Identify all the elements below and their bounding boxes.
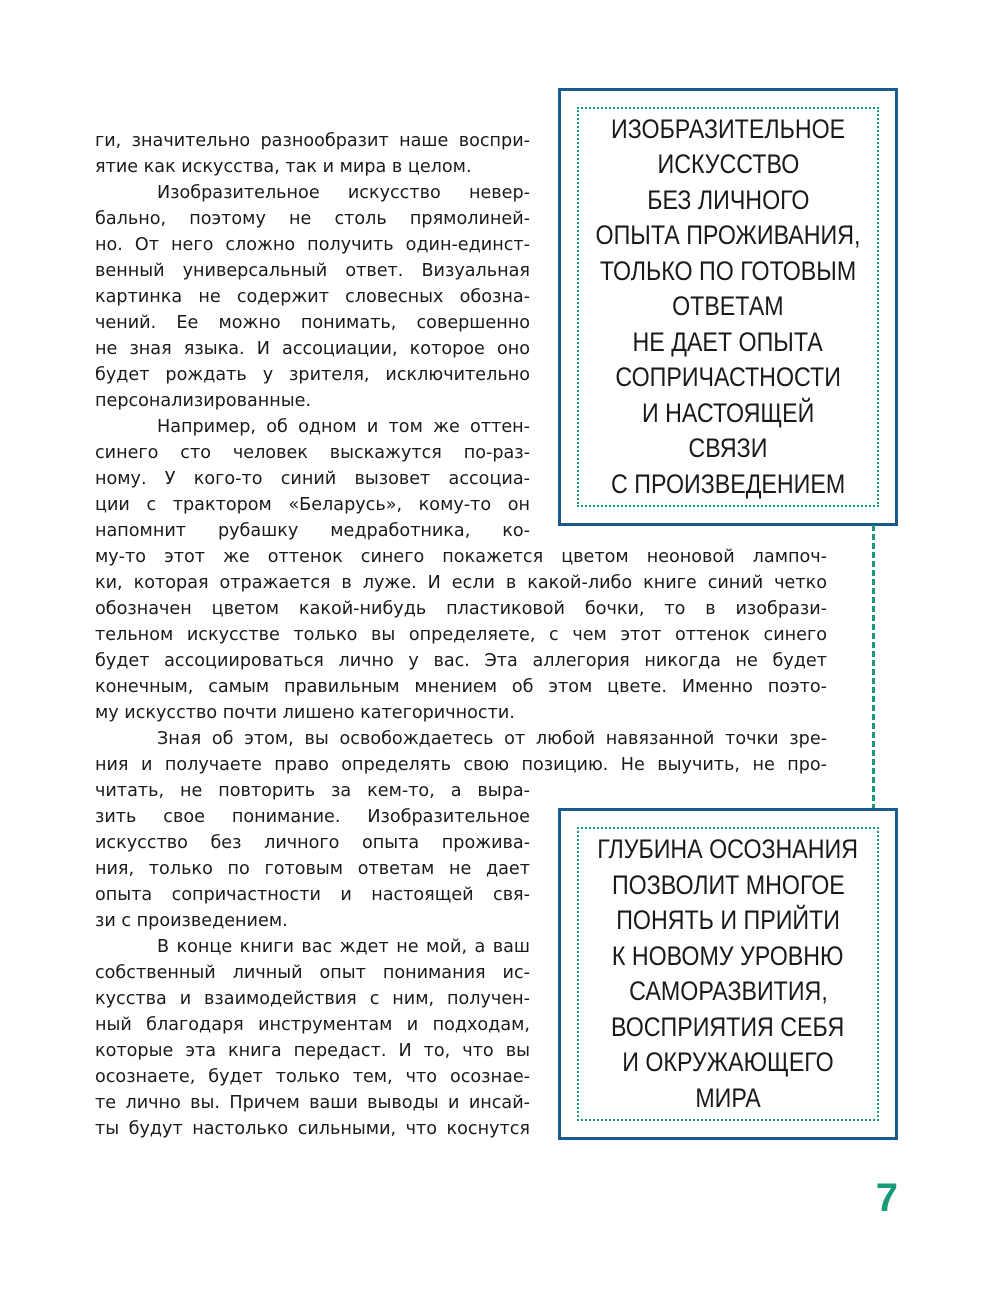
quote-line: И ОКРУЖАЮЩЕГО [622,1047,834,1077]
body-line: конечным, самым правильным мнением об этом цвете. Именно поэто- [95,677,827,697]
body-line: осознаете, будет только тем, что осознае- [95,1067,530,1087]
body-line: которые эта книга передаст. И то, что вы [95,1041,530,1061]
quote-line: НЕ ДАЕТ ОПЫТА [632,326,824,357]
quote-line: САМОРАЗВИТИЯ, [628,976,828,1006]
body-line: чений. Ее можно понимать, совершенно [95,313,530,333]
quote-line: МИРА [695,1082,761,1113]
body-line: тельном искусстве только вы определяете, с чем этот оттенок синего [95,625,827,645]
body-line: Зная об этом, вы освобождаетесь от любой навязанной точки зре- [157,729,827,749]
body-line: будет ассоциироваться лично у вас. Эта аллегория никогда не будет [95,651,827,671]
body-line: обозначен цветом какой-нибудь пластиковой бочки, то в изобрази- [95,599,827,619]
body-line: напомнит рубашку медработника, ко- [95,521,530,541]
body-line: собственный личный опыт понимания ис- [95,963,530,983]
pull-quote-2 [558,808,898,1140]
quote-line: С ПРОИЗВЕДЕНИЕМ [610,468,846,499]
body-line: ты будут настолько сильными, что коснутся [95,1119,530,1139]
body-line: кусства и взаимодействия с ним, получен- [95,989,530,1009]
quote-line: ПОНЯТЬ И ПРИЙТИ [616,905,840,935]
quote-line: ИЗОБРАЗИТЕЛЬНОЕ [610,113,846,144]
body-line: ному. У кого-то синий вызовет ассоциа- [95,469,530,489]
pull-quote-2-inner [577,827,879,1121]
body-line: персонализированные. [95,391,312,411]
body-line: Например, об одном и том же оттен- [157,417,530,437]
quote-line: И НАСТОЯЩЕЙ [641,397,815,428]
body-line: ции с трактором «Беларусь», кому-то он [95,495,530,515]
body-line: му искусство почти лишено категоричности. [95,703,515,723]
body-line: картинка не содержит словесных обозна- [95,287,530,307]
quote-line: К НОВОМУ УРОВНЮ [612,940,844,971]
quote-line: ГЛУБИНА ОСОЗНАНИЯ [597,834,859,864]
body-line: бально, поэтому не столь прямолиней- [95,209,530,229]
quote-line: БЕЗ ЛИЧНОГО [646,184,810,215]
body-line: Изобразительное искусство невер- [157,183,530,203]
body-line: но. От него сложно получить один-единст- [95,235,530,255]
pull-quote-1-inner [577,107,879,507]
body-line: ния, только по готовым ответам не дает [95,859,530,879]
pull-quote-1 [558,88,898,526]
body-line: ный благодаря инструментам и подходам, [95,1015,530,1035]
page-number: 7 [875,1176,898,1220]
body-line: те лично вы. Причем ваши выводы и инсай- [95,1093,530,1113]
body-line: синего сто человек выскажутся по-раз- [95,443,530,463]
body-line: ятие как искусства, так и мира в целом. [95,157,472,177]
body-line: зи с произведением. [95,911,288,931]
body-line: не зная языка. И ассоциации, которое оно [95,339,530,359]
body-line: ния и получаете право определять свою позицию. Не выучить, не про- [95,755,827,775]
quote-connector [872,525,875,810]
quote-line: ТОЛЬКО ПО ГОТОВЫМ [599,255,857,286]
quote-line: ОПЫТА ПРОЖИВАНИЯ, [595,220,861,251]
body-line: ки, которая отражается в луже. И если в какой-либо книге синий четко [95,573,827,593]
quote-line: ОТВЕТАМ [672,291,784,322]
body-line: опыта сопричастности и настоящей свя- [95,885,530,905]
body-line: будет рождать у зрителя, исключительно [95,365,530,385]
body-line: зить свое понимание. Изобразительное [95,807,530,827]
quote-line: СОПРИЧАСТНОСТИ [615,362,841,393]
body-line: ги, значительно разнообразит наше воспри- [95,131,530,151]
quote-line: ВОСПРИЯТИЯ СЕБЯ [611,1011,845,1042]
quote-line: ПОЗВОЛИТ МНОГОЕ [611,869,845,900]
body-line: В конце книги вас ждет не мой, а ваш [157,937,530,957]
body-line: венный универсальный ответ. Визуальная [95,261,530,281]
body-line: искусство без личного опыта прожива- [95,833,530,853]
quote-line: ИСКУССТВО [657,149,799,180]
body-line: му-то этот же оттенок синего покажется цветом неоновой лампоч- [95,547,827,567]
quote-line: СВЯЗИ [688,433,768,464]
body-line: читать, не повторить за кем-то, а выра- [95,781,530,801]
